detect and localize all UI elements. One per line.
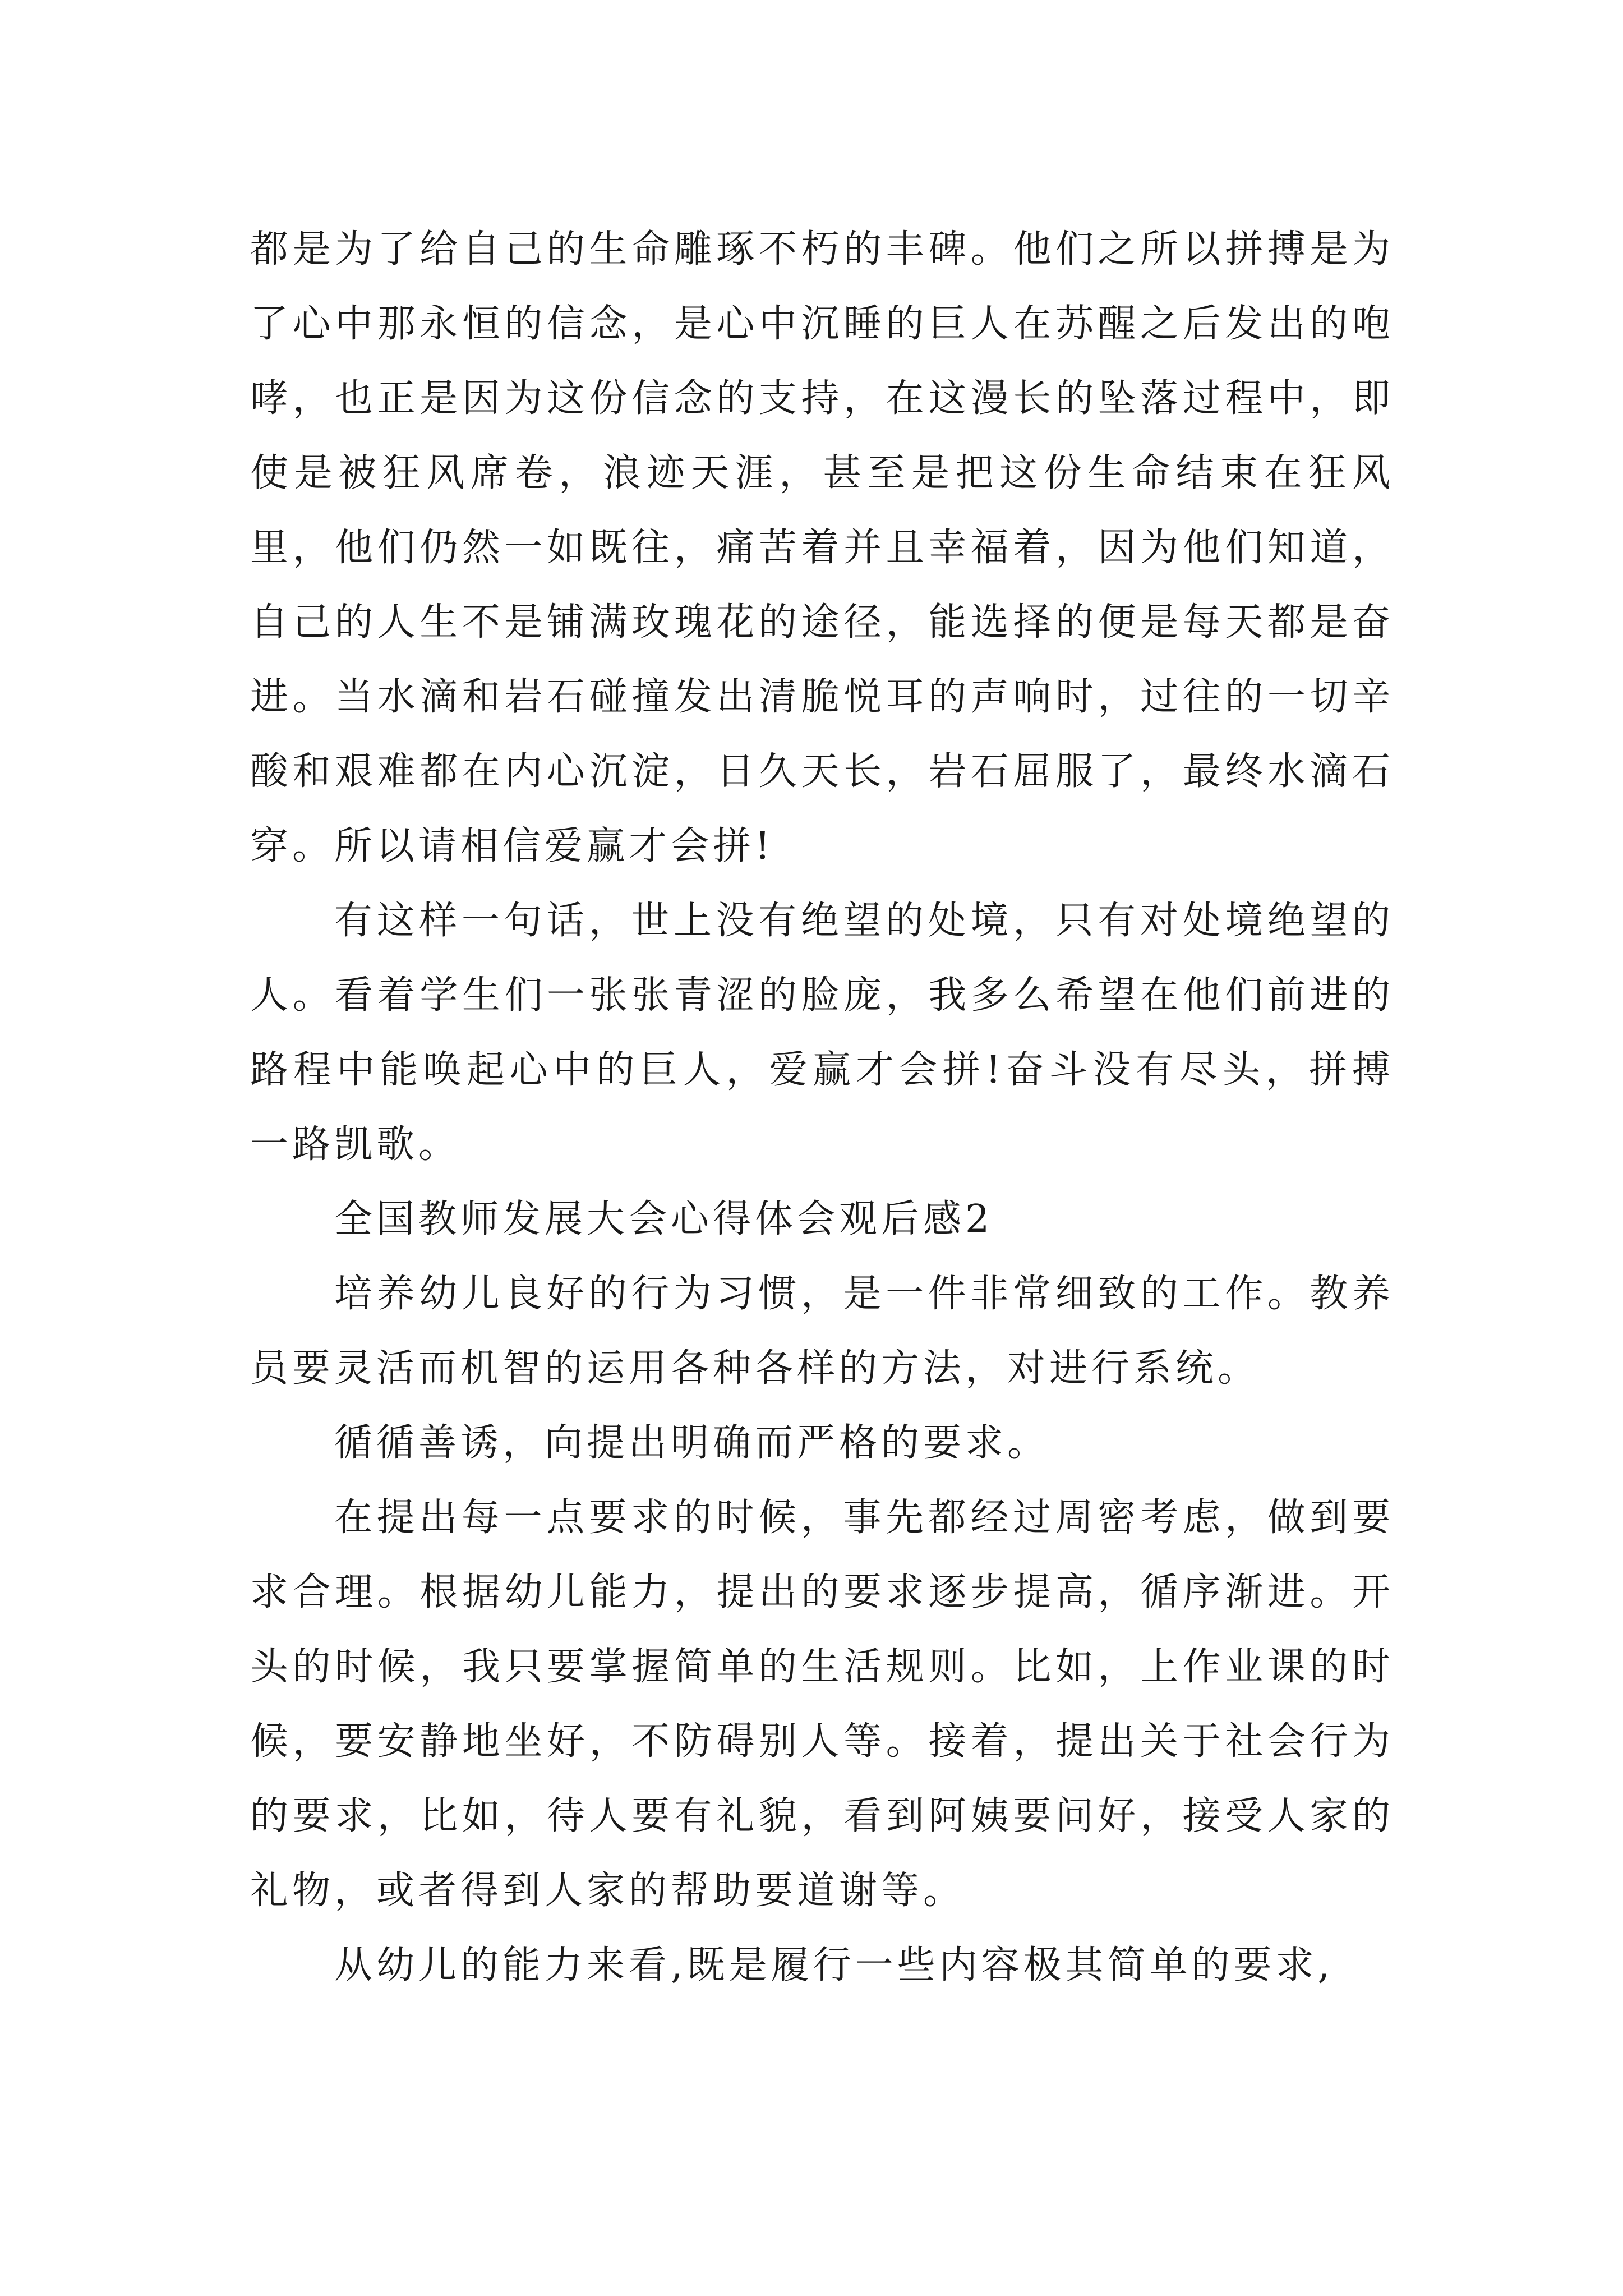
- paragraph: 从幼儿的能力来看,既是履行一些内容极其简单的要求,: [334, 1943, 1334, 1987]
- document-body: [250, 212, 1394, 2003]
- paragraph: 有这样一句话，世上没有绝望的处境，只有对处境绝望的人。看着学生们一张张青涩的脸庞，我多么希望在他们前进的路程中能唤起心中的巨人，爱赢才会拼!奋斗没有尽头，拼搏一路凯歌。: [250, 899, 1395, 1167]
- paragraph: 循循善诱，向提出明确而严格的要求。: [334, 1421, 1050, 1465]
- paragraph: 都是为了给自己的生命雕琢不朽的丰碑。他们之所以拼搏是为了心中那永恒的信念，是心中沉睡的巨人在苏醒之后发出的咆哮，也正是因为这份信念的支持，在这漫长的坠落过程中，即使是被狂风席卷，浪迹天涯，甚至是把这份生命结束在狂风里，他们仍然一如既往，痛苦着并且幸福着，因为他们知道，自己的人生不是铺满玫瑰花的途径，能选择的便是每天都是奋进。当水滴和岩石碰撞发出清脆悦耳的声响时，过往的一切辛酸和艰难都在内心沉淀，日久天长，岩石屈服了，最终水滴石穿。所以请相信爱赢才会拼!: [250, 227, 1394, 868]
- paragraph: 培养幼儿良好的行为习惯，是一件非常细致的工作。教养员要灵活而机智的运用各种各样的方法，对进行系统。: [250, 1272, 1394, 1391]
- section-heading: 全国教师发展大会心得体会观后感2: [334, 1197, 994, 1241]
- paragraph: 在提出每一点要求的时候，事先都经过周密考虑，做到要求合理。根据幼儿能力，提出的要求逐步提高，循序渐进。开头的时候，我只要掌握简单的生活规则。比如，上作业课的时候，要安静地坐好，不防碍别人等。接着，提出关于社会行为的要求，比如，待人要有礼貌，看到阿姨要问好，接受人家的礼物，或者得到人家的帮助要道谢等。: [250, 1496, 1394, 1913]
